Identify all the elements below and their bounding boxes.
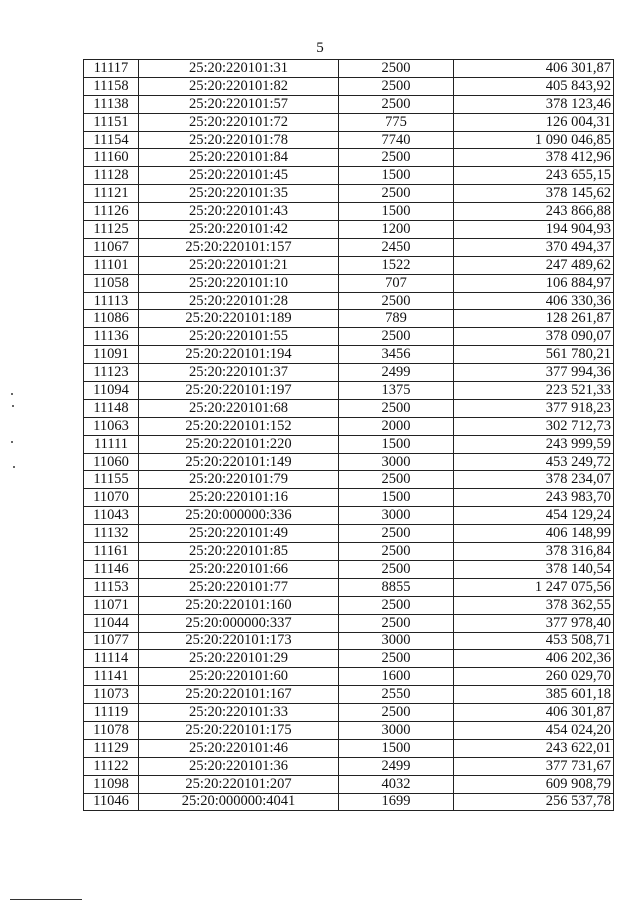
area-cell: 1500: [339, 489, 454, 507]
table-row: [84, 60, 614, 78]
plot-number-cell: 11125: [84, 221, 139, 239]
plot-number-cell: 11060: [84, 453, 139, 471]
plot-number-cell: 11067: [84, 238, 139, 256]
area-cell: 2500: [339, 704, 454, 722]
area-cell: 3000: [339, 721, 454, 739]
table-row: [84, 256, 614, 274]
area-cell: 3000: [339, 453, 454, 471]
area-cell: 1699: [339, 793, 454, 811]
table-row: [84, 757, 614, 775]
plot-number-cell: 11091: [84, 346, 139, 364]
plot-number-cell: 11086: [84, 310, 139, 328]
table-row: [84, 560, 614, 578]
area-cell: 3456: [339, 346, 454, 364]
table-row: [84, 95, 614, 113]
plot-number-cell: 11044: [84, 614, 139, 632]
value-cell: 406 301,87: [454, 704, 614, 722]
cadastral-number-cell: 25:20:220101:77: [139, 578, 339, 596]
table-row: [84, 775, 614, 793]
value-cell: 406 202,36: [454, 650, 614, 668]
table-row: [84, 221, 614, 239]
plot-number-cell: 11101: [84, 256, 139, 274]
table-row: [84, 238, 614, 256]
plot-number-cell: 11151: [84, 113, 139, 131]
plot-number-cell: 11160: [84, 149, 139, 167]
cadastral-number-cell: 25:20:220101:35: [139, 185, 339, 203]
cadastral-number-cell: 25:20:220101:45: [139, 167, 339, 185]
land-plot-table: [83, 59, 614, 811]
table-row: [84, 578, 614, 596]
plot-number-cell: 11136: [84, 328, 139, 346]
area-cell: 707: [339, 274, 454, 292]
scan-mark: [12, 405, 14, 407]
cadastral-number-cell: 25:20:220101:85: [139, 543, 339, 561]
value-cell: 406 330,36: [454, 292, 614, 310]
plot-number-cell: 11121: [84, 185, 139, 203]
table-body: [84, 60, 614, 811]
area-cell: 1600: [339, 668, 454, 686]
scan-mark: [11, 393, 13, 395]
plot-number-cell: 11114: [84, 650, 139, 668]
cadastral-number-cell: 25:20:220101:194: [139, 346, 339, 364]
cadastral-number-cell: 25:20:220101:160: [139, 596, 339, 614]
value-cell: 378 412,96: [454, 149, 614, 167]
cadastral-number-cell: 25:20:220101:49: [139, 525, 339, 543]
value-cell: 378 316,84: [454, 543, 614, 561]
value-cell: 377 918,23: [454, 399, 614, 417]
area-cell: 2500: [339, 543, 454, 561]
plot-number-cell: 11161: [84, 543, 139, 561]
cadastral-number-cell: 25:20:000000:4041: [139, 793, 339, 811]
plot-number-cell: 11123: [84, 364, 139, 382]
footnote-separator: [10, 899, 82, 900]
cadastral-number-cell: 25:20:220101:37: [139, 364, 339, 382]
table-row: [84, 292, 614, 310]
area-cell: 2000: [339, 417, 454, 435]
cadastral-number-cell: 25:20:220101:68: [139, 399, 339, 417]
plot-number-cell: 11117: [84, 60, 139, 78]
cadastral-number-cell: 25:20:220101:29: [139, 650, 339, 668]
area-cell: 3000: [339, 507, 454, 525]
cadastral-number-cell: 25:20:220101:157: [139, 238, 339, 256]
area-cell: 1500: [339, 739, 454, 757]
plot-number-cell: 11129: [84, 739, 139, 757]
plot-number-cell: 11128: [84, 167, 139, 185]
area-cell: 2500: [339, 614, 454, 632]
area-cell: 2500: [339, 292, 454, 310]
value-cell: 256 537,78: [454, 793, 614, 811]
value-cell: 370 494,37: [454, 238, 614, 256]
value-cell: 609 908,79: [454, 775, 614, 793]
area-cell: 2500: [339, 596, 454, 614]
plot-number-cell: 11070: [84, 489, 139, 507]
table-row: [84, 167, 614, 185]
area-cell: 2500: [339, 149, 454, 167]
area-cell: 2500: [339, 77, 454, 95]
area-cell: 7740: [339, 131, 454, 149]
scan-mark: [11, 441, 13, 443]
value-cell: 453 508,71: [454, 632, 614, 650]
area-cell: 2500: [339, 560, 454, 578]
value-cell: 405 843,92: [454, 77, 614, 95]
table-row: [84, 525, 614, 543]
cadastral-number-cell: 25:20:220101:60: [139, 668, 339, 686]
value-cell: 454 129,24: [454, 507, 614, 525]
plot-number-cell: 11073: [84, 686, 139, 704]
table-row: [84, 399, 614, 417]
cadastral-number-cell: 25:20:220101:173: [139, 632, 339, 650]
value-cell: 378 140,54: [454, 560, 614, 578]
area-cell: 3000: [339, 632, 454, 650]
table-row: [84, 453, 614, 471]
plot-number-cell: 11046: [84, 793, 139, 811]
table-row: [84, 417, 614, 435]
table-row: [84, 596, 614, 614]
value-cell: 247 489,62: [454, 256, 614, 274]
plot-number-cell: 11126: [84, 203, 139, 221]
value-cell: 453 249,72: [454, 453, 614, 471]
cadastral-number-cell: 25:20:220101:21: [139, 256, 339, 274]
table-row: [84, 185, 614, 203]
cadastral-number-cell: 25:20:220101:167: [139, 686, 339, 704]
value-cell: 243 999,59: [454, 435, 614, 453]
area-cell: 1200: [339, 221, 454, 239]
plot-number-cell: 11158: [84, 77, 139, 95]
table-row: [84, 489, 614, 507]
value-cell: 243 866,88: [454, 203, 614, 221]
cadastral-number-cell: 25:20:000000:336: [139, 507, 339, 525]
value-cell: 406 301,87: [454, 60, 614, 78]
area-cell: 1500: [339, 203, 454, 221]
plot-number-cell: 11153: [84, 578, 139, 596]
area-cell: 2500: [339, 471, 454, 489]
value-cell: 128 261,87: [454, 310, 614, 328]
value-cell: 223 521,33: [454, 382, 614, 400]
cadastral-number-cell: 25:20:220101:55: [139, 328, 339, 346]
value-cell: 385 601,18: [454, 686, 614, 704]
table-row: [84, 77, 614, 95]
plot-number-cell: 11138: [84, 95, 139, 113]
area-cell: 1500: [339, 167, 454, 185]
table-row: [84, 435, 614, 453]
area-cell: 2500: [339, 328, 454, 346]
plot-number-cell: 11146: [84, 560, 139, 578]
value-cell: 377 994,36: [454, 364, 614, 382]
table-row: [84, 382, 614, 400]
cadastral-number-cell: 25:20:220101:43: [139, 203, 339, 221]
plot-number-cell: 11098: [84, 775, 139, 793]
table-row: [84, 274, 614, 292]
area-cell: 1500: [339, 435, 454, 453]
plot-number-cell: 11077: [84, 632, 139, 650]
scan-mark: [13, 466, 15, 468]
value-cell: 377 731,67: [454, 757, 614, 775]
table-row: [84, 721, 614, 739]
table-row: [84, 632, 614, 650]
plot-number-cell: 11111: [84, 435, 139, 453]
cadastral-number-cell: 25:20:220101:79: [139, 471, 339, 489]
table-row: [84, 793, 614, 811]
area-cell: 2500: [339, 95, 454, 113]
cadastral-number-cell: 25:20:220101:28: [139, 292, 339, 310]
cadastral-number-cell: 25:20:220101:152: [139, 417, 339, 435]
cadastral-number-cell: 25:20:220101:16: [139, 489, 339, 507]
cadastral-number-cell: 25:20:220101:31: [139, 60, 339, 78]
plot-number-cell: 11154: [84, 131, 139, 149]
value-cell: 1 247 075,56: [454, 578, 614, 596]
value-cell: 378 234,07: [454, 471, 614, 489]
table-row: [84, 113, 614, 131]
table-row: [84, 149, 614, 167]
value-cell: 243 622,01: [454, 739, 614, 757]
value-cell: 1 090 046,85: [454, 131, 614, 149]
cadastral-number-cell: 25:20:220101:78: [139, 131, 339, 149]
area-cell: 2500: [339, 60, 454, 78]
area-cell: 1375: [339, 382, 454, 400]
table-row: [84, 131, 614, 149]
area-cell: 1522: [339, 256, 454, 274]
table-row: [84, 739, 614, 757]
value-cell: 377 978,40: [454, 614, 614, 632]
plot-number-cell: 11078: [84, 721, 139, 739]
cadastral-number-cell: 25:20:220101:10: [139, 274, 339, 292]
cadastral-number-cell: 25:20:220101:82: [139, 77, 339, 95]
plot-number-cell: 11148: [84, 399, 139, 417]
table-row: [84, 471, 614, 489]
area-cell: 8855: [339, 578, 454, 596]
value-cell: 126 004,31: [454, 113, 614, 131]
table-row: [84, 328, 614, 346]
table-row: [84, 507, 614, 525]
table-row: [84, 346, 614, 364]
cadastral-number-cell: 25:20:220101:197: [139, 382, 339, 400]
plot-number-cell: 11094: [84, 382, 139, 400]
cadastral-number-cell: 25:20:220101:66: [139, 560, 339, 578]
cadastral-number-cell: 25:20:000000:337: [139, 614, 339, 632]
plot-number-cell: 11071: [84, 596, 139, 614]
cadastral-number-cell: 25:20:220101:84: [139, 149, 339, 167]
table-row: [84, 543, 614, 561]
cadastral-number-cell: 25:20:220101:72: [139, 113, 339, 131]
area-cell: 2450: [339, 238, 454, 256]
cadastral-number-cell: 25:20:220101:149: [139, 453, 339, 471]
area-cell: 2500: [339, 650, 454, 668]
cadastral-number-cell: 25:20:220101:57: [139, 95, 339, 113]
cadastral-number-cell: 25:20:220101:175: [139, 721, 339, 739]
plot-number-cell: 11119: [84, 704, 139, 722]
area-cell: 2500: [339, 185, 454, 203]
value-cell: 378 362,55: [454, 596, 614, 614]
table-row: [84, 668, 614, 686]
value-cell: 106 884,97: [454, 274, 614, 292]
value-cell: 378 090,07: [454, 328, 614, 346]
area-cell: 2499: [339, 364, 454, 382]
value-cell: 194 904,93: [454, 221, 614, 239]
plot-number-cell: 11132: [84, 525, 139, 543]
table-row: [84, 203, 614, 221]
value-cell: 406 148,99: [454, 525, 614, 543]
area-cell: 2499: [339, 757, 454, 775]
table-row: [84, 704, 614, 722]
area-cell: 2500: [339, 525, 454, 543]
area-cell: 2550: [339, 686, 454, 704]
cadastral-number-cell: 25:20:220101:42: [139, 221, 339, 239]
value-cell: 454 024,20: [454, 721, 614, 739]
table-row: [84, 310, 614, 328]
value-cell: 243 655,15: [454, 167, 614, 185]
table-row: [84, 686, 614, 704]
cadastral-number-cell: 25:20:220101:33: [139, 704, 339, 722]
cadastral-number-cell: 25:20:220101:36: [139, 757, 339, 775]
cadastral-number-cell: 25:20:220101:207: [139, 775, 339, 793]
page-number: 5: [316, 40, 324, 56]
area-cell: 2500: [339, 399, 454, 417]
area-cell: 4032: [339, 775, 454, 793]
plot-number-cell: 11058: [84, 274, 139, 292]
table-row: [84, 650, 614, 668]
cadastral-number-cell: 25:20:220101:189: [139, 310, 339, 328]
plot-number-cell: 11063: [84, 417, 139, 435]
value-cell: 561 780,21: [454, 346, 614, 364]
value-cell: 302 712,73: [454, 417, 614, 435]
plot-number-cell: 11113: [84, 292, 139, 310]
cadastral-number-cell: 25:20:220101:220: [139, 435, 339, 453]
cadastral-number-cell: 25:20:220101:46: [139, 739, 339, 757]
area-cell: 789: [339, 310, 454, 328]
value-cell: 243 983,70: [454, 489, 614, 507]
value-cell: 378 145,62: [454, 185, 614, 203]
value-cell: 260 029,70: [454, 668, 614, 686]
plot-number-cell: 11155: [84, 471, 139, 489]
plot-number-cell: 11141: [84, 668, 139, 686]
area-cell: 775: [339, 113, 454, 131]
value-cell: 378 123,46: [454, 95, 614, 113]
table-row: [84, 614, 614, 632]
plot-number-cell: 11122: [84, 757, 139, 775]
plot-number-cell: 11043: [84, 507, 139, 525]
table-row: [84, 364, 614, 382]
